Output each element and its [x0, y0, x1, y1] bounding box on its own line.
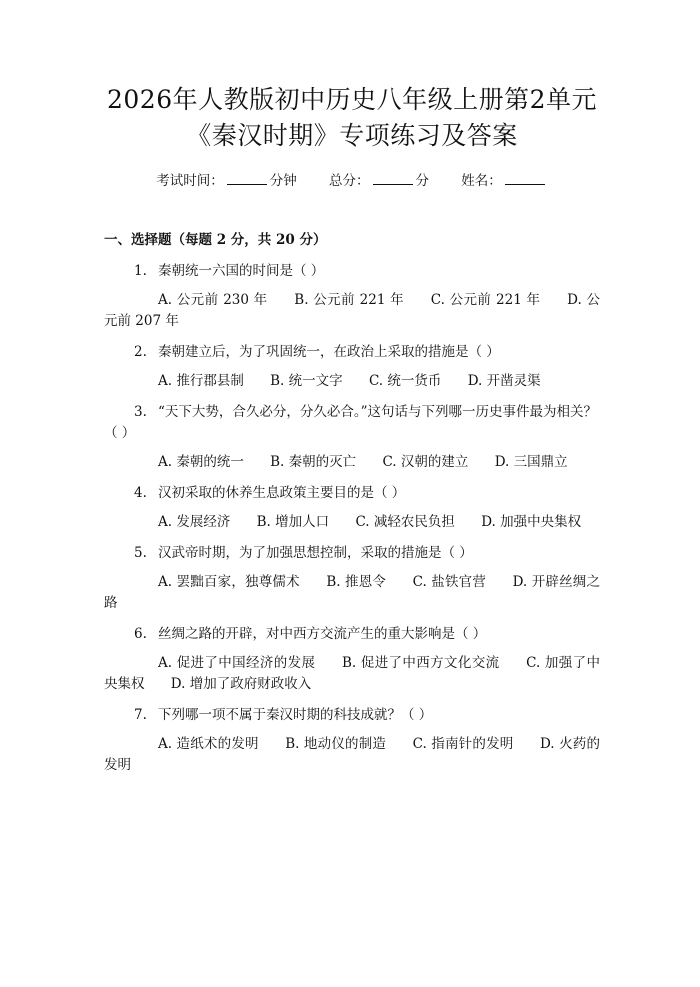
question-number: 1.: [134, 263, 147, 279]
exam-title: [104, 82, 600, 154]
question-number: 3.: [134, 404, 147, 420]
question-stem: [104, 261, 600, 282]
question-options: [104, 290, 600, 332]
option-a[interactable]: A. 发展经济: [158, 514, 231, 530]
option-a[interactable]: A. 促进了中国经济的发展: [158, 655, 316, 671]
question-list: [104, 261, 600, 776]
option-a[interactable]: A. 推行郡县制: [158, 373, 244, 389]
student-name: 姓名：: [461, 170, 548, 191]
question-stem: [104, 483, 600, 504]
question-number: 7.: [134, 707, 147, 723]
option-a[interactable]: A. 秦朝的统一: [158, 454, 244, 470]
option-c[interactable]: C. 公元前 221 年: [430, 292, 541, 308]
total-score: 总分： 分: [329, 170, 429, 191]
option-d[interactable]: D. 增加了政府财政收入: [170, 676, 312, 692]
exam-page: [0, 82, 700, 987]
option-c[interactable]: C. 统一货币: [368, 373, 442, 389]
option-c[interactable]: C. 汉朝的建立: [382, 454, 469, 470]
question-text: “天下大势，合久必分，分久必合。”这句话与下列哪一历史事件最为相关？（ ）: [104, 404, 598, 441]
section-heading-choice: 一、选择题（每题 2 分，共 20 分）: [104, 232, 327, 248]
option-a[interactable]: A. 公元前 230 年: [158, 292, 268, 308]
option-d[interactable]: D. 开凿灵渠: [467, 373, 541, 389]
option-a[interactable]: A. 造纸术的发明: [158, 736, 259, 752]
option-c[interactable]: C. 指南针的发明: [412, 736, 514, 752]
time-blank[interactable]: [227, 170, 267, 185]
question-stem: [104, 543, 600, 564]
option-d[interactable]: D. 公元前 207 年: [104, 292, 601, 329]
question-options: [104, 452, 600, 473]
exam-meta: [104, 170, 600, 191]
question-text: 下列哪一项不属于秦汉时期的科技成就？（ ）: [158, 707, 433, 723]
title-line-2: 《秦汉时期》专项练习及答案: [186, 121, 518, 150]
question-number: 4.: [134, 485, 147, 501]
score-blank[interactable]: [373, 170, 413, 185]
option-c[interactable]: C. 减轻农民负担: [355, 514, 455, 530]
question-options: [104, 572, 600, 614]
option-b[interactable]: B. 秦朝的灭亡: [270, 454, 357, 470]
question-options: [104, 512, 600, 533]
option-d[interactable]: D. 火药的发明: [104, 736, 600, 773]
option-c[interactable]: C. 加强了中央集权: [104, 655, 600, 692]
name-blank[interactable]: [505, 170, 545, 185]
option-b[interactable]: B. 统一文字: [270, 373, 343, 389]
option-b[interactable]: B. 促进了中西方文化交流: [341, 655, 500, 671]
question-stem: [104, 402, 600, 444]
question-stem: [104, 342, 600, 363]
option-a[interactable]: A. 罢黜百家，独尊儒术: [158, 574, 300, 590]
question-options: [104, 653, 600, 695]
question-text: 汉初采取的休养生息政策主要目的是（ ）: [158, 485, 406, 501]
option-c[interactable]: C. 盐铁官营: [412, 574, 487, 590]
question-options: [104, 734, 600, 776]
question-text: 秦朝统一六国的时间是（ ）: [158, 263, 325, 279]
question-options: [104, 371, 600, 392]
question-text: 汉武帝时期，为了加强思想控制，采取的措施是（ ）: [158, 545, 473, 561]
question-stem: [104, 705, 600, 726]
option-d[interactable]: D. 开辟丝绸之路: [104, 574, 600, 611]
question-number: 5.: [134, 545, 147, 561]
title-line-1: 2026年人教版初中历史八年级上册第2单元: [106, 85, 598, 114]
question-text: 秦朝建立后，为了巩固统一，在政治上采取的措施是（ ）: [158, 344, 500, 360]
option-d[interactable]: D. 加强中央集权: [481, 514, 582, 530]
option-d[interactable]: D. 三国鼎立: [494, 454, 568, 470]
option-b[interactable]: B. 公元前 221 年: [294, 292, 405, 308]
option-b[interactable]: B. 地动仪的制造: [285, 736, 387, 752]
question-stem: [104, 624, 600, 645]
option-b[interactable]: B. 推恩令: [326, 574, 387, 590]
exam-time: 考试时间： 分钟: [156, 170, 297, 191]
question-text: 丝绸之路的开辟，对中西方交流产生的重大影响是（ ）: [158, 626, 487, 642]
question-number: 6.: [134, 626, 147, 642]
question-number: 2.: [134, 344, 147, 360]
option-b[interactable]: B. 增加人口: [256, 514, 330, 530]
